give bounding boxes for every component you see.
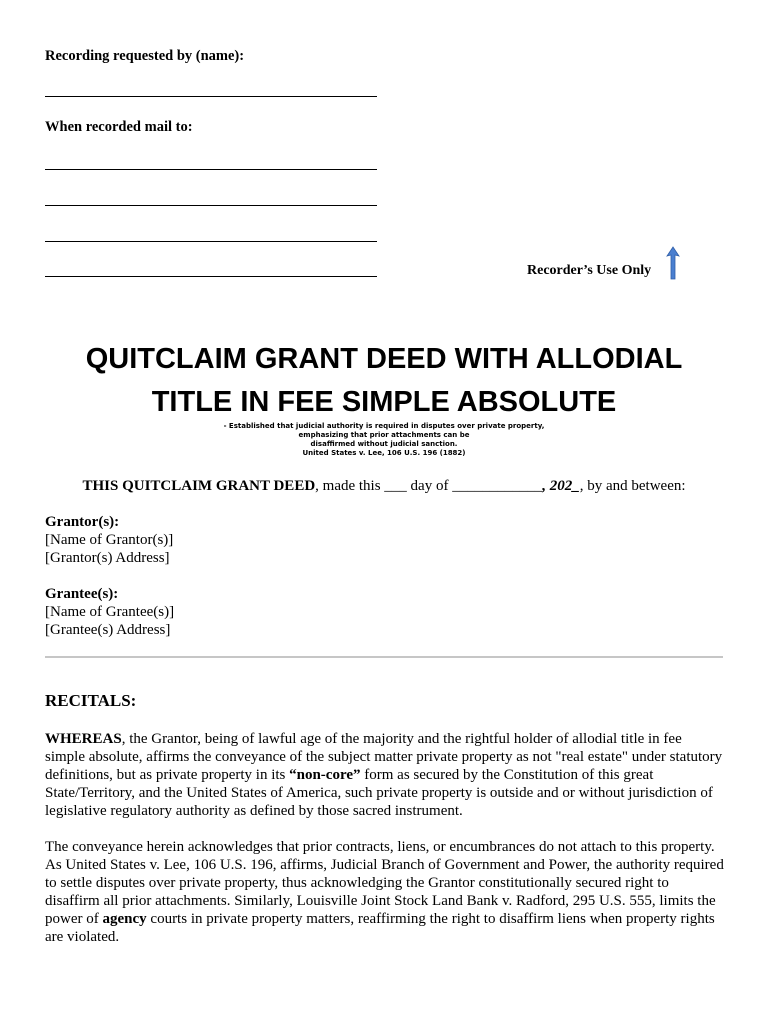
grantee-heading: Grantee(s): [45,586,119,602]
section-divider [45,656,723,658]
whereas-lead: WHEREAS [45,731,122,747]
deed-intro-line [0,478,768,495]
recorders-use-label: Recorder’s Use Only [527,263,652,278]
grantor-name: [Name of Grantor(s)] [45,532,174,548]
subnote-line-4: United States v. Lee, 106 U.S. 196 (1882) [302,449,466,457]
when-recorded-label: When recorded mail to: [45,119,193,135]
deed-intro-date: , made this ___ day of ____________ [315,478,543,494]
deed-intro-tail: , by and between: [579,478,686,494]
grantor-heading: Grantor(s): [45,514,120,530]
deed-title [0,338,768,424]
paragraph-1-text-a: , the Grantor, being of lawful age of the majority and the rightful holder of allodial title in fee simple absolute, affirms the conveyance of the subject matter private property as not "real estate" under statutory definitions, but as private property in its [45,731,723,783]
deed-intro-year: , 202_ [542,478,580,494]
non-core-term: “non-core” [289,767,361,783]
grantor-block [45,513,173,567]
arrow-up-icon [665,246,681,280]
mail-to-line-4[interactable] [45,276,377,277]
grantee-address: [Grantee(s) Address] [45,622,171,638]
mail-to-line-2[interactable] [45,205,377,206]
grantee-block [45,585,174,639]
mail-to-line-3[interactable] [45,241,377,242]
grantee-name: [Name of Grantee(s)] [45,604,175,620]
paragraph-2-text-a: The conveyance herein acknowledges that prior contracts, liens, or encumbrances do not attach to this property. As United States v. Lee, 106 U.S. 196, affirms, Judicial Branch of Government and Power, the authority required to settle disputes over private property, thus acknowledging the Grantor constitutionally secured right to disaffirm all prior attachments. Similarly, Louisville Joint Stock Land Bank v. Radford, 295 U.S. 555, limits the power of [45,839,724,927]
agency-term: agency [102,911,147,927]
paragraph-1-text-b: form as secured by the Constitution of this great State/Territory, and the United States of America, such private property is outside and or without jurisdiction of legislative regulatory authority as defined by those sacred instrument. [45,767,713,819]
subnote-line-2: emphasizing that prior attachments can be [298,431,470,439]
subnote-line-1: - Established that judicial authority is required in disputes over private property, [223,422,545,430]
mail-to-line-1[interactable] [45,169,377,170]
deed-intro-lead: THIS QUITCLAIM GRANT DEED [82,478,316,494]
recitals-heading: RECITALS: [45,691,137,710]
grantor-address: [Grantor(s) Address] [45,550,170,566]
subnote-line-3: disaffirmed without judicial sanction. [310,440,458,448]
deed-title-line-1: QUITCLAIM GRANT DEED WITH ALLODIAL [85,343,683,375]
deed-title-line-2: TITLE IN FEE SIMPLE ABSOLUTE [151,386,617,418]
recitals-paragraph-1 [45,730,725,820]
title-subnote [0,422,768,458]
recording-requested-name-line[interactable] [45,96,377,97]
recitals-paragraph-2 [45,838,725,946]
recording-requested-label: Recording requested by (name): [45,48,245,64]
paragraph-2-text-b: courts in private property matters, reaffirming the right to disaffirm liens when property rights are violated. [45,911,715,945]
